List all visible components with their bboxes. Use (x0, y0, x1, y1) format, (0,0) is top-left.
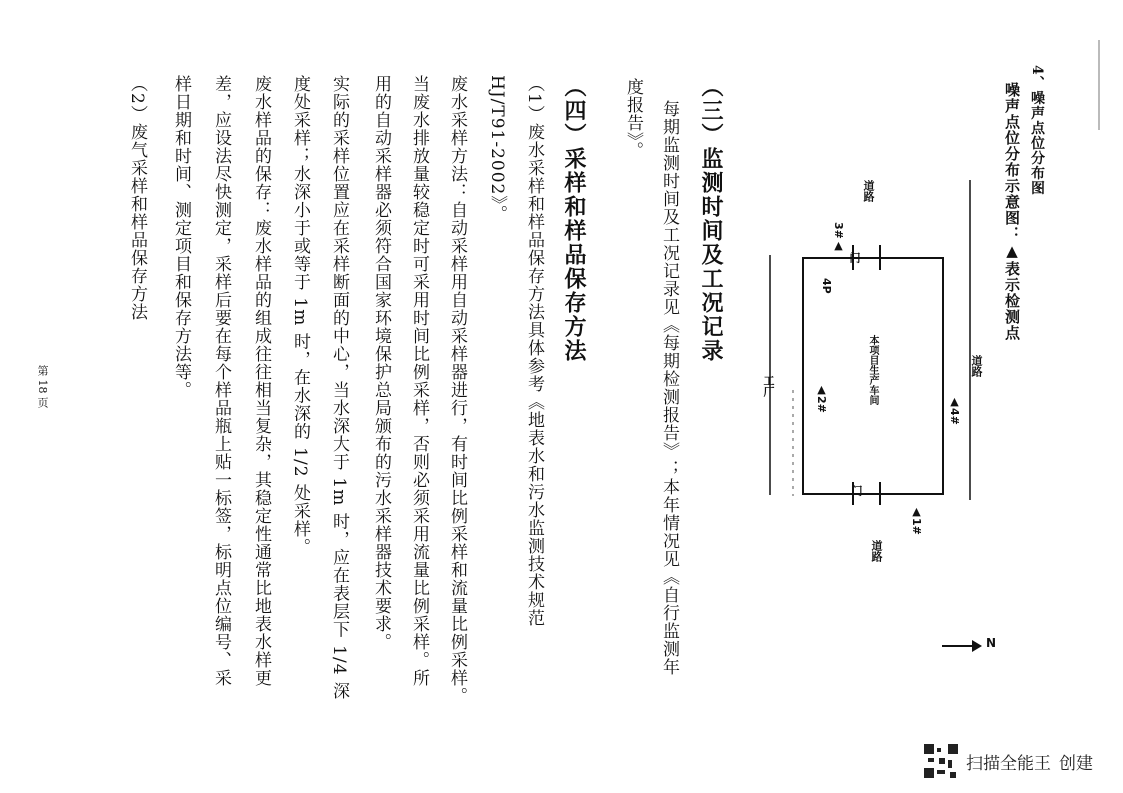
section4b-line2: HJ/T91-2002》。 (487, 75, 507, 223)
section3-line2: 度报告》。 (623, 78, 643, 160)
scanner-watermark (924, 744, 1093, 778)
section4b-line4: 当废水排放量较稳定时可采用时间比例采样，否则必须采用流量比例采样。所 (409, 75, 429, 687)
road-label-right: 道路 (970, 355, 983, 377)
scan-edge (1098, 40, 1100, 130)
scanner-app-name: 扫描全能王 (966, 753, 1051, 774)
page-number: 第 18 页 (36, 365, 49, 408)
point-4: ▲4# (948, 395, 961, 425)
point-2: ▲2# (815, 383, 828, 413)
section4b-line6: 实际的采样位置应在采样断面的中心，当水深大于 1m 时，应在表层下 1/4 深 (329, 75, 349, 700)
road-label-bottom: 道路 (870, 540, 883, 562)
section4-title: 4、噪声点位分布图 (1029, 65, 1045, 196)
section4b-line1: （1）废水采样和样品保存方法具体参考《地表水和污水监测技术规范 (524, 75, 544, 627)
scanner-action: 创建 (1059, 753, 1093, 774)
workshop-label: 本项目生产车间 (867, 335, 878, 405)
point-3: 3#▲ (832, 222, 845, 252)
section4b-line7: 度处采样；水深小于或等于 1m 时，在水深的 1/2 处采样。 (290, 75, 310, 556)
section4b-line9: 差，应设法尽快测定，采样后要在每个样品瓶上贴一标签，标明点位编号、采 (211, 75, 231, 687)
section4b-heading: （四）采样和样品保存方法 (561, 75, 587, 363)
point-1: ▲1# (910, 505, 923, 535)
door-label-1: 门 (848, 252, 861, 263)
door-label-2: 门 (850, 485, 863, 496)
section4-caption: 噪声点位分布示意图：▲表示检测点 (1003, 82, 1021, 341)
section4b-line5: 用的自动采样器必须符合国家环境保护总局颁布的污水采样器技术要求。 (371, 75, 391, 651)
section4b-line3: 废水采样方法：自动采样用自动采样器进行，有时间比例采样和流量比例采样。 (447, 75, 467, 705)
section3-line1: 每期监测时间及工况记录见《每期检测报告》；本年情况见《自行监测年 (659, 100, 679, 676)
factory-label: 工厂 (762, 375, 775, 397)
section4b-line10: 样日期和时间、测定项目和保存方法等。 (171, 75, 191, 399)
section3-heading: （三）监测时间及工况记录 (698, 75, 724, 363)
label-4p: 4P (820, 278, 833, 294)
section4b-line8: 废水样品的保存：废水样品的组成往往相当复杂，其稳定性通常比地表水样更 (251, 75, 271, 687)
section4b-line11: （2）废气采样和样品保存方法 (127, 75, 147, 321)
road-label-top: 道路 (862, 180, 875, 202)
noise-point-diagram (735, 160, 985, 560)
north-label: N (986, 636, 997, 650)
qr-code-icon (924, 744, 958, 778)
